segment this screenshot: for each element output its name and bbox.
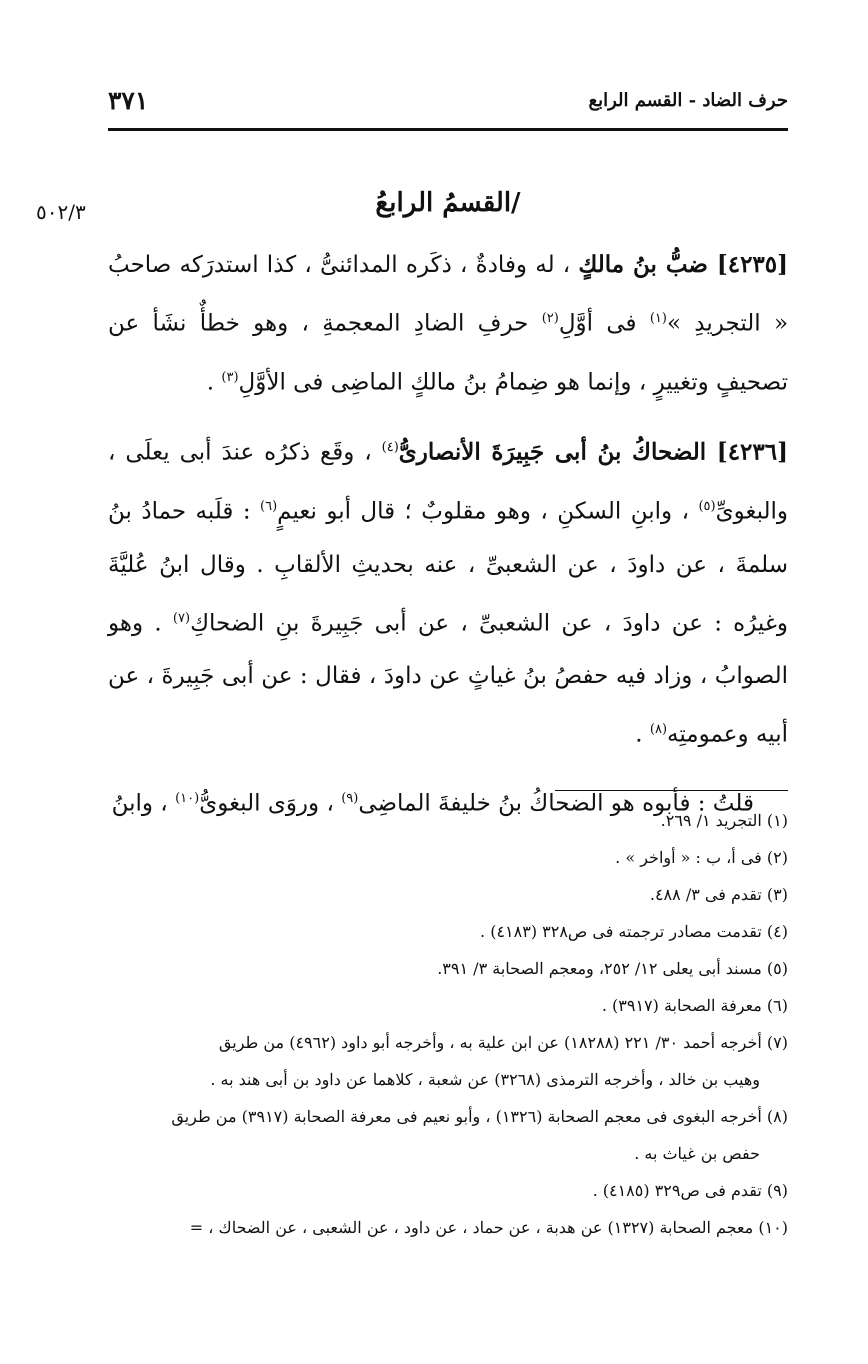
footnote-marker: (١) <box>649 311 667 326</box>
entry-text: فى أوَّلِ <box>558 310 637 337</box>
entry-heading: [٤٢٣٦] الضحاكُ بنُ أبى جَبِيرَةَ الأنصارىُّ <box>398 438 788 466</box>
footnote: (٦) معرفة الصحابة (٣٩١٧) . <box>601 996 788 1015</box>
entry-text: حرفِ الضادِ المعجمةِ ، وهو خطأٌ نشَأ عن <box>108 310 529 337</box>
footnote: (١٠) معجم الصحابة (١٣٢٧) عن هدبة ، عن حماد ، عن داود ، عن الشعبى ، عن الضحاك ، = <box>189 1218 788 1237</box>
footnote: (١) التجريد ١/ ٢٦٩. <box>660 811 788 830</box>
footnote-continuation: وهيب بن خالد ، وأخرجه الترمذى (٣٢٦٨) عن شعبة ، كلاهما عن داود بن أبى هند به . <box>210 1070 760 1089</box>
footnote: (٤) تقدمت مصادر ترجمته فى ص٣٢٨ (٤١٨٣) . <box>480 922 788 941</box>
running-title: حرف الضاد - القسم الرابع <box>588 90 788 111</box>
footnotes <box>108 802 788 1246</box>
footnote-continuation: حفص بن غياث به . <box>634 1144 760 1163</box>
entry-text: صاحبُ « التجريدِ » <box>108 252 789 337</box>
footnote: (٩) تقدم فى ص٣٢٩ (٤١٨٥) . <box>592 1181 788 1200</box>
footnote-marker: (٥) <box>698 498 716 514</box>
footnote-marker: (٧) <box>172 610 191 626</box>
entry-text: ، وقَع ذكرُه عندَ أبى يعلَى ، والبغوىِّ <box>108 439 789 525</box>
footnote: (٣) تقدم فى ٣/ ٤٨٨. <box>649 885 788 904</box>
footnote-separator <box>555 790 788 791</box>
margin-reference: ٥٠٢/٣ <box>36 200 86 224</box>
header-rule <box>108 128 788 131</box>
entry-heading: [٤٢٣٥] ضبُّ بنُ مالكٍ <box>578 251 789 278</box>
footnote: (٥) مسند أبى يعلى ١٢/ ٢٥٢، ومعجم الصحابة ٣/ ٣٩١. <box>437 959 788 978</box>
footnote-marker: (٨) <box>649 722 668 738</box>
footnote: (٧) أخرجه أحمد ٣٠/ ٢٢١ (١٨٢٨٨) عن ابن علية به ، وأخرجه أبو داود (٤٩٦٢) من طريق <box>218 1033 788 1052</box>
footnote-marker: (٩) <box>341 790 359 806</box>
section-title: /القسمُ الرابعُ <box>375 188 521 218</box>
footnote-marker: (٤) <box>381 440 399 456</box>
entry-text: ، له وفادةٌ ، ذكَره المدائنىُّ ، كذا استدرَكه <box>179 252 571 278</box>
entry-text: ، وابنِ السكنِ ، وهو مقلوبٌ ؛ قال أبو نعيمٍ <box>277 498 690 525</box>
footnote-marker: (٣) <box>221 369 239 385</box>
footnote: (٨) أخرجه البغوى فى معجم الصحابة (١٣٢٦) ، وأبو نعيم فى معرفة الصحابة (٣٩١٧) من طريق <box>171 1107 788 1126</box>
entry-text: : قلَبه حمادُ بنُ سلمةَ ، عن داودَ ، عن الشعبىِّ ، عنه بحديثِ الألقابِ . وقال ابنُ عُليَّةَ وغيرُه : عن داودَ ، عن الشعبىِّ ، عن أبى جَبِيرةَ بنِ الضحاكِ <box>108 498 789 637</box>
comment-text: قلتُ : فأبوه هو الضحاكُ بنُ خليفةَ الماضِى <box>358 790 754 817</box>
entry-text: . <box>206 369 215 396</box>
entry-4236 <box>108 421 788 762</box>
entry-text: . <box>635 721 643 748</box>
entry-text: تصحيفٍ وتغييرٍ ، وإنما هو ضِمامُ بنُ مالكٍ الماضِى فى الأوَّلِ <box>238 369 788 396</box>
comment-text: ، وابنُ <box>111 790 168 817</box>
entry-4235 <box>108 238 788 409</box>
entry-text: . وهو الصوابُ ، وزاد فيه حفصُ بنُ غياثٍ عن داودَ ، فقال : عن أبى جَبِيرةَ ، عن أبيه وعمومتِه <box>108 610 788 748</box>
page-number: ٣٧١ <box>108 86 149 115</box>
comment-text: ، وروَى البغوىُّ <box>199 790 334 817</box>
footnote-marker: (٢) <box>541 311 559 326</box>
main-text <box>108 238 788 831</box>
footnote-marker: (٦) <box>260 498 278 514</box>
page-header <box>108 84 788 120</box>
footnote: (٢) فى أ، ب : « أواخر » . <box>615 848 788 867</box>
footnote-marker: (١٠) <box>175 790 200 806</box>
